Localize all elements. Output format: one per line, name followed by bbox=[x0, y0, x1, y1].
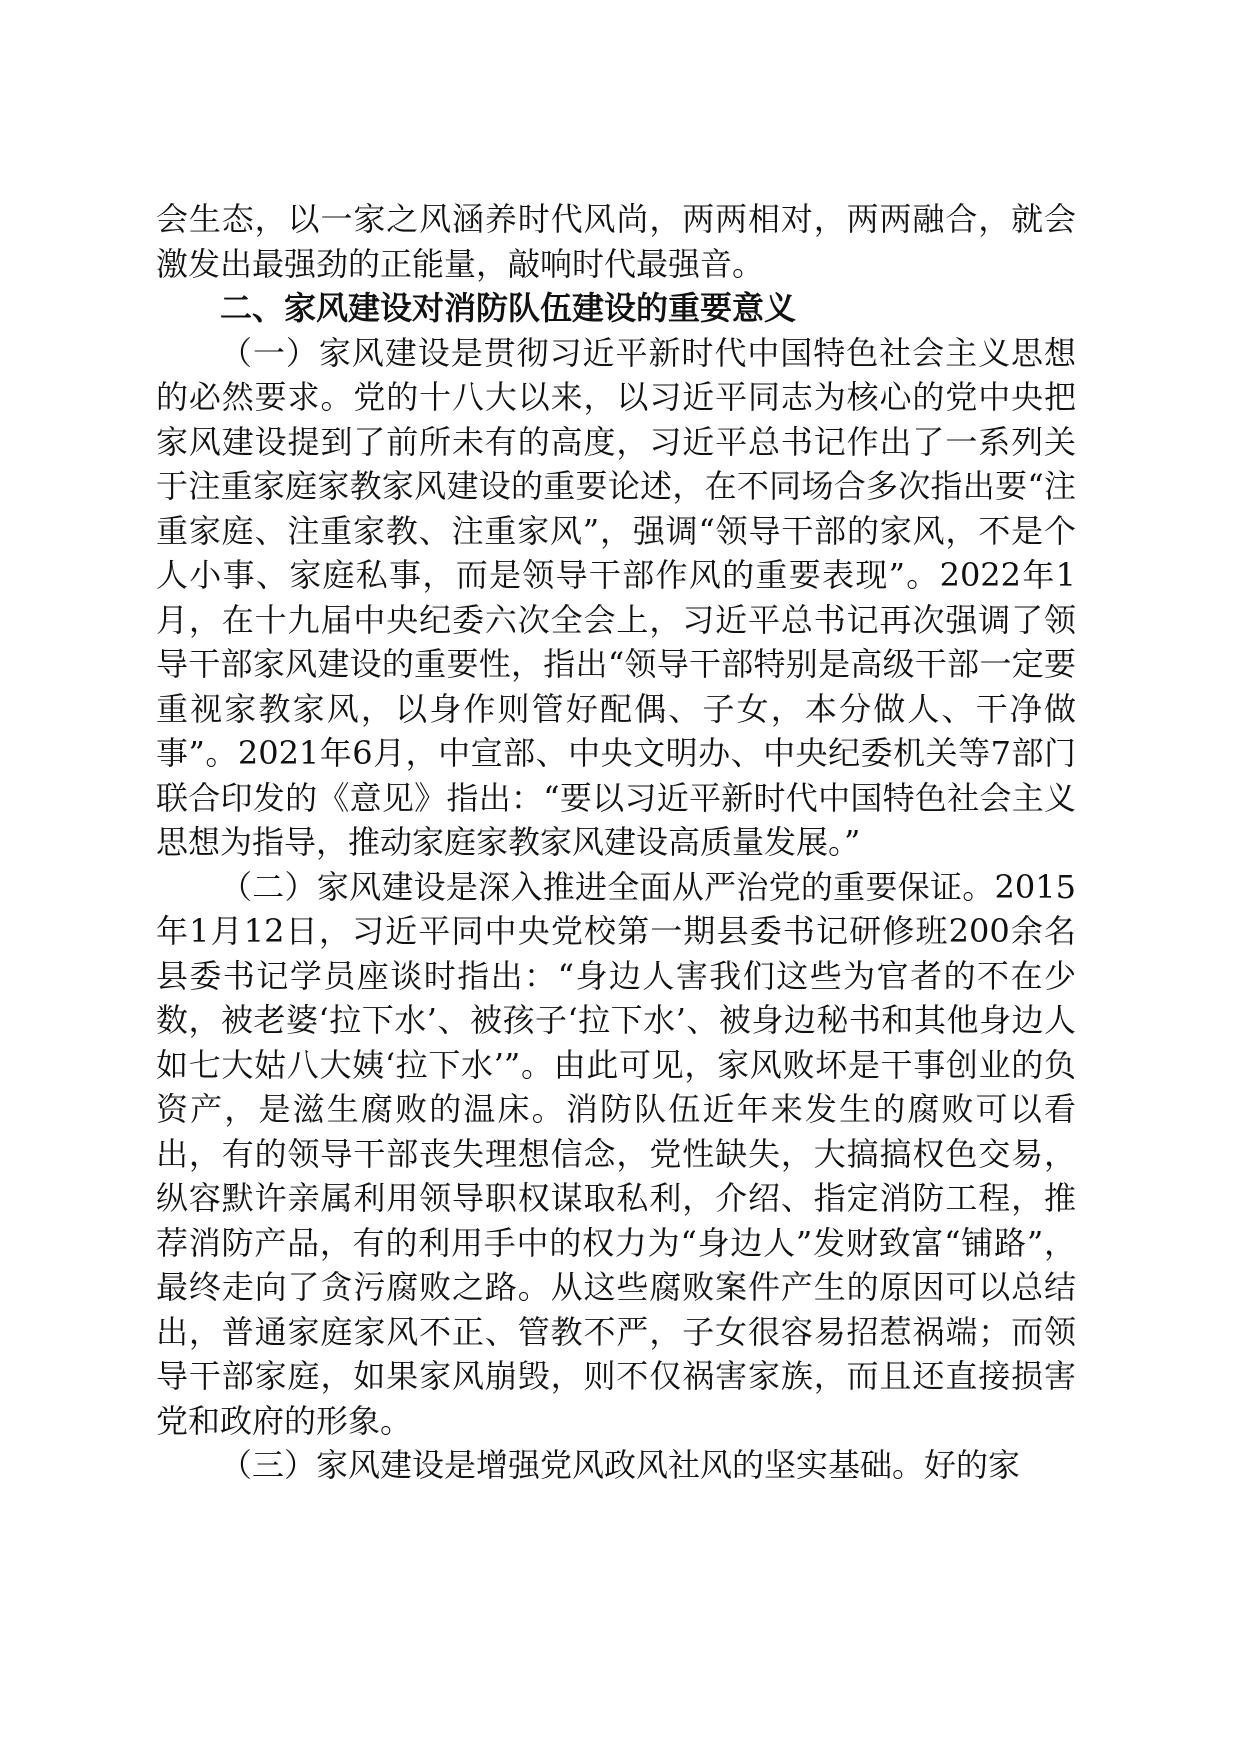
paragraph-point-three: （三）家风建设是增强党风政风社风的坚实基础。好的家 bbox=[220, 1446, 1021, 1484]
paragraph-point-two: （二）家风建设是深入推进全面从严治党的重要保证。2015年1月12日，习近平同中央党校第一期县委书记研修班200余名县委书记学员座谈时指出：“身边人害我们这些为官者的不在少数，被老婆‘拉下水’、被孩子‘拉下水’、被身边秘书和其他身边人如七大姑八大姨‘拉下水’”。由此可见，家风败坏是干事创业的负资产，是滋生腐败的温床。消防队伍近年来发生的腐败可以看出，有的领导干部丧失理想信念，党性缺失，大搞搞权色交易，纵容默许亲属利用领导职权谋取私利，介绍、指定消防工程，推荐消防产品，有的利用手中的权力为“身边人”发财致富“铺路”，最终走向了贪污腐败之路。从这些腐败案件产生的原因可以总结出，普通家庭家风不正、管教不严，子女很容易招惹祸端；而领导干部家庭，如果家风崩毁，则不仅祸害家族，而且还直接损害党和政府的形象。 bbox=[156, 867, 1076, 1440]
body-text bbox=[156, 197, 1076, 1488]
paragraph-point-one: （一）家风建设是贯彻习近平新时代中国特色社会主义思想的必然要求。党的十八大以来，以习近平同志为核心的党中央把家风建设提到了前所未有的高度，习近平总书记作出了一系列关于注重家庭家教家风建设的重要论述，在不同场合多次指出要“注重家庭、注重家教、注重家风”，强调“领导干部的家风，不是个人小事、家庭私事，而是领导干部作风的重要表现”。2022年1月，在十九届中央纪委六次全会上，习近平总书记再次强调了领导干部家风建设的重要性，指出“领导干部特别是高级干部一定要重视家教家风，以身作则管好配偶、子女，本分做人、干净做事”。2021年6月，中宣部、中央文明办、中央纪委机关等7部门联合印发的《意见》指出：“要以习近平新时代中国特色社会主义思想为指导，推动家庭家教家风建设高质量发展。” bbox=[156, 333, 1076, 861]
section-heading: 二、家风建设对消防队伍建设的重要意义 bbox=[220, 289, 797, 327]
paragraph-continuation: 会生态，以一家之风涵养时代风尚，两两相对，两两融合，就会激发出最强劲的正能量，敲响时代最强音。 bbox=[156, 200, 1076, 283]
